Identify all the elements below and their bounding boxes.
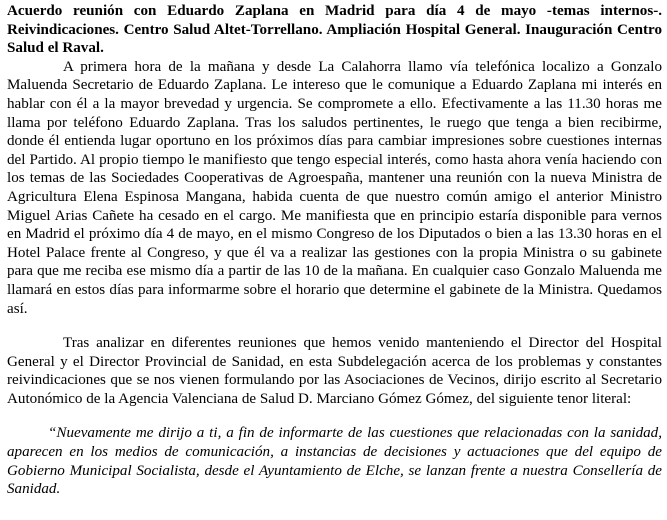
entry-heading: Acuerdo reunión con Eduardo Zaplana en Madrid para día 4 de mayo -temas internos-. Reivindicaciones. Centro Salud Altet-Torrellano. Ampliación Hospital General. Inauguración Centro Salud el Raval. [7, 3, 662, 57]
paragraph-health-letter: Tras analizar en diferentes reuniones que hemos venido manteniendo el Director del Hospital General y el Director Provincial de Sanidad, en esta Subdelegación acerca de los problemas y constantes reivindicaciones que se nos vienen formulando por las Asociaciones de Vecinos, dirijo escrito al Secretario Autonómico de la Agencia Valenciana de Salud D. Marciano Gómez Gómez, del siguiente tenor literal: [7, 335, 662, 407]
paragraph-phone-call: A primera hora de la mañana y desde La Calahorra llamo vía telefónica localizo a Gonzalo Maluenda Secretario de Eduardo Zaplana. Le intereso que le comunique a Eduardo Zaplana mi interés en hablar con él a la mayor brevedad y urgencia. Se compromete a ello. Efectivamente a las 11.30 horas me llama por teléfono Eduardo Zaplana. Tras los saludos pertinentes, le ruego que tenga a bien recibirme, donde él entienda lugar oportuno en los próximos días para cambiar impresiones sobre cuestiones internas del Partido. Al propio tiempo le manifiesto que tengo especial interés, como hasta ahora venía haciendo con los temas de las Sociedades Cooperativas de Agroespaña, mantener una reunión con la nueva Ministra de Agricultura Elena Espinosa Mangana, habida cuenta de que nuestro común amigo el anterior Ministro Miguel Arias Cañete ha cesado en el cargo. Me manifiesta que en principio estaría disponible para vernos en Madrid el próximo día 4 de mayo, en el mismo Congreso de los Diputados o bien a las 13.30 horas en el Hotel Palace frente al Congreso, y que él va a realizar las gestiones con la propia Ministra o su gabinete para que me reciba ese mismo día a partir de las 10 de la mañana. En cualquier caso Gonzalo Maluenda me llamará en estos días para informarme sobre el horario que determine el gabinete de la Ministra. Quedamos así. [7, 58, 662, 317]
quoted-letter: “Nuevamente me dirijo a ti, a fin de informarte de las cuestiones que relacionadas con la sanidad, aparecen en los medios de comunicación, a instancias de decisiones y actuaciones que del equipo de Gobierno Municipal Socialista, desde el Ayuntamiento de Elche, se lanzan frente a nuestra Consellería de Sanidad. [7, 425, 662, 498]
paragraph-spacer [7, 408, 662, 424]
paragraph-spacer [7, 318, 662, 334]
